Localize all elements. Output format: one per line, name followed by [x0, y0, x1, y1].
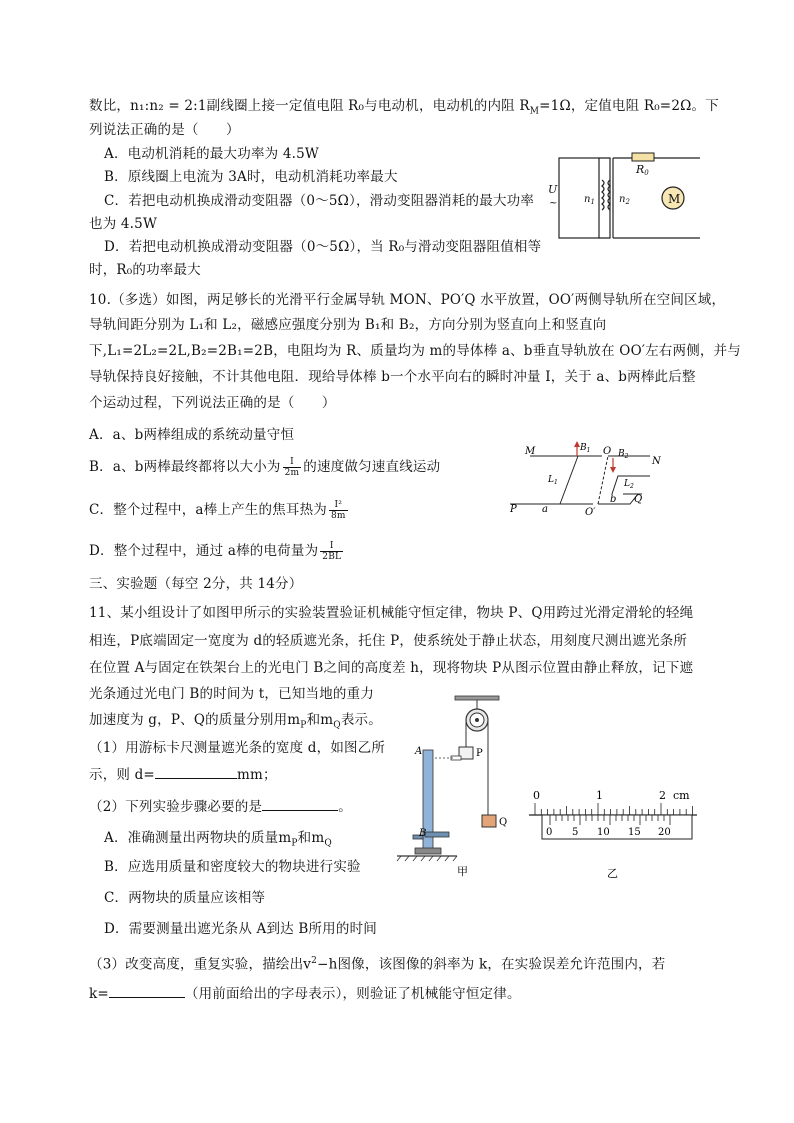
q11-step1-answer: 示，则 d= mm；: [89, 764, 277, 785]
label-o-prime: O′: [585, 507, 596, 516]
resistor-r0: [632, 153, 654, 161]
svg-text:~: ~: [549, 198, 558, 209]
q10-line5: 个运动过程，下列说法正确的是（ ）: [89, 395, 336, 411]
q11-line3: 在位置 A与固定在铁架台上的光电门 B之间的高度差 h，现将物块 P从图示位置由静止释放，记下遮: [89, 660, 694, 676]
figure-caption-jia: 甲: [457, 865, 468, 878]
answer-blank-d[interactable]: [155, 764, 237, 779]
label-p: P: [510, 504, 517, 515]
label-l1: $L_1$: [548, 475, 558, 486]
q11-step1: （1）用游标卡尺测量遮光条的宽度 d，如图乙所: [89, 740, 386, 756]
ceiling-support: [455, 696, 499, 700]
q11-line2: 相连，P底端固定一宽度为 d的轻质遮光条，托住 P，使系统处于静止状态，用刻度尺测出遮光条所: [89, 633, 688, 649]
rails-figure: [500, 436, 675, 516]
q9-option-b: B．原线圈上电流为 3A时，电动机消耗功率最大: [104, 169, 398, 185]
q9-option-d: D．若把电动机换成滑动变阻器（0～5Ω），当 R₀与滑动变阻器阻值相等: [104, 239, 542, 255]
q10-line3: 下,L₁=2L₂=2L,B₂=2B₁=2B，电阻均为 R、质量均为 m的导体棒 a、b垂直导轨放在 OO′左右两侧，并与: [89, 343, 742, 359]
q10-option-c: C．整个过程中，a棒上产生的焦耳热为 $\frac{\text{I²}}{8m}$: [89, 500, 346, 521]
q11-option-b: B．应选用质量和密度较大的物块进行实验: [104, 859, 361, 875]
q9-option-d-cont: 时，R₀的功率最大: [89, 262, 201, 278]
label-o: O: [603, 446, 612, 457]
q11-line4: 光条通过光电门 B的时间为 t，已知当地的重力: [89, 686, 375, 702]
answer-blank-steps[interactable]: [262, 796, 338, 811]
vernier-15: 15: [628, 827, 641, 838]
q11-line1: 11、某小组设计了如图甲所示的实验装置验证机械能守恒定律，物块 P、Q用跨过光滑定滑轮的轻绳: [89, 605, 694, 621]
n2-label: $n_2$: [619, 194, 630, 206]
vernier-5: 5: [572, 827, 579, 838]
label-a: A: [415, 746, 423, 757]
label-b2: $B_2$: [618, 449, 629, 460]
q9-line1: 数比，n₁:n₂ = 2:1副线圈上接一定值电阻 R₀与电动机，电动机的内阻 $R_M=1\Omega$，定值电阻 R₀=2Ω。下: [89, 98, 719, 117]
label-b: B: [419, 828, 427, 839]
q10-option-a: A．a、b两棒组成的系统动量守恒: [89, 427, 295, 443]
q10-line1: 10.（多选）如图，两足够长的光滑平行金属导轨 MON、PO′Q 水平放置，OO′两侧导轨所在空间区域，: [89, 292, 726, 308]
block-q: [482, 815, 496, 827]
main-scale-1: 1: [596, 789, 603, 802]
r0-label: R0: [636, 163, 649, 177]
label-n: N: [652, 456, 661, 467]
pulley-apparatus-figure: [395, 690, 515, 880]
n1-label: $n_1$: [584, 194, 595, 206]
label-l2: $L_2$: [624, 479, 634, 490]
section-3-title: 三、实验题（每空 2分，共 14分）: [89, 576, 303, 592]
figure-caption-yi: 乙: [607, 867, 618, 880]
main-scale-0: 0: [533, 789, 540, 802]
q11-option-c: C．两物块的质量应该相等: [104, 890, 266, 906]
motor-label: M: [668, 192, 681, 206]
u-label: U: [548, 183, 558, 196]
photogate-b: [425, 832, 449, 837]
q11-line5: 加速度为 g，P、Q的质量分别用$m_P$和$m_Q$表示。: [89, 712, 382, 731]
q11-step3: （3）改变高度，重复实验，描绘出$v^2-h$图像，该图像的斜率为 k，在实验误差允许范围内，若: [89, 956, 666, 973]
q9-line2: 列说法正确的是（ ）: [89, 122, 240, 138]
q9-option-a: A．电动机消耗的最大功率为 4.5W: [104, 146, 319, 162]
q9-option-c-cont: 也为 4.5W: [89, 216, 158, 232]
vernier-10: 10: [597, 827, 610, 838]
main-scale-2: 2: [659, 789, 666, 802]
q10-line4: 导轨保持良好接触，不计其他电阻．现给导体棒 b一个水平向右的瞬时冲量 I，关于 a、b两棒此后整: [89, 369, 696, 385]
q11-step2: （2）下列实验步骤必要的是 。: [89, 796, 352, 817]
vernier-0: 0: [546, 827, 553, 838]
q11-option-d: D．需要测量出遮光条从 A到达 B所用的时间: [104, 921, 377, 937]
vernier-20: 20: [658, 827, 671, 838]
q10-option-d: D．整个过程中，通过 a棒的电荷量为 $\frac{I}{2BL}$: [89, 541, 342, 562]
q11-option-a: A．准确测量出两物块的质量$m_P$和$m_Q$: [104, 830, 332, 849]
answer-blank-k[interactable]: [109, 983, 185, 998]
main-scale-unit: cm: [673, 789, 690, 802]
label-m: M: [525, 446, 536, 457]
label-b: b: [610, 494, 617, 505]
q10-option-b: B．a、b两棒最终都将以大小为 $\frac{I}{2m}$ 的速度做匀速直线运动: [89, 457, 441, 478]
label-b1: $B_1$: [580, 443, 591, 454]
q9-option-c: C．若把电动机换成滑动变阻器（0～5Ω），滑动变阻器消耗的最大功率: [104, 193, 535, 209]
vernier-caliper-figure: [525, 785, 700, 885]
q11-step3-answer: k= （用前面给出的字母表示），则验证了机械能守恒定律。: [89, 983, 521, 1004]
transformer-circuit-figure: [540, 148, 700, 243]
label-a: a: [542, 504, 548, 515]
q10-line2: 导轨间距分别为 L₁和 L₂，磁感应强度分别为 B₁和 B₂，方向分别为竖直向上和竖直向: [89, 317, 607, 333]
label-q: Q: [634, 494, 643, 505]
label-q: Q: [499, 817, 508, 828]
label-p: P: [476, 748, 483, 759]
